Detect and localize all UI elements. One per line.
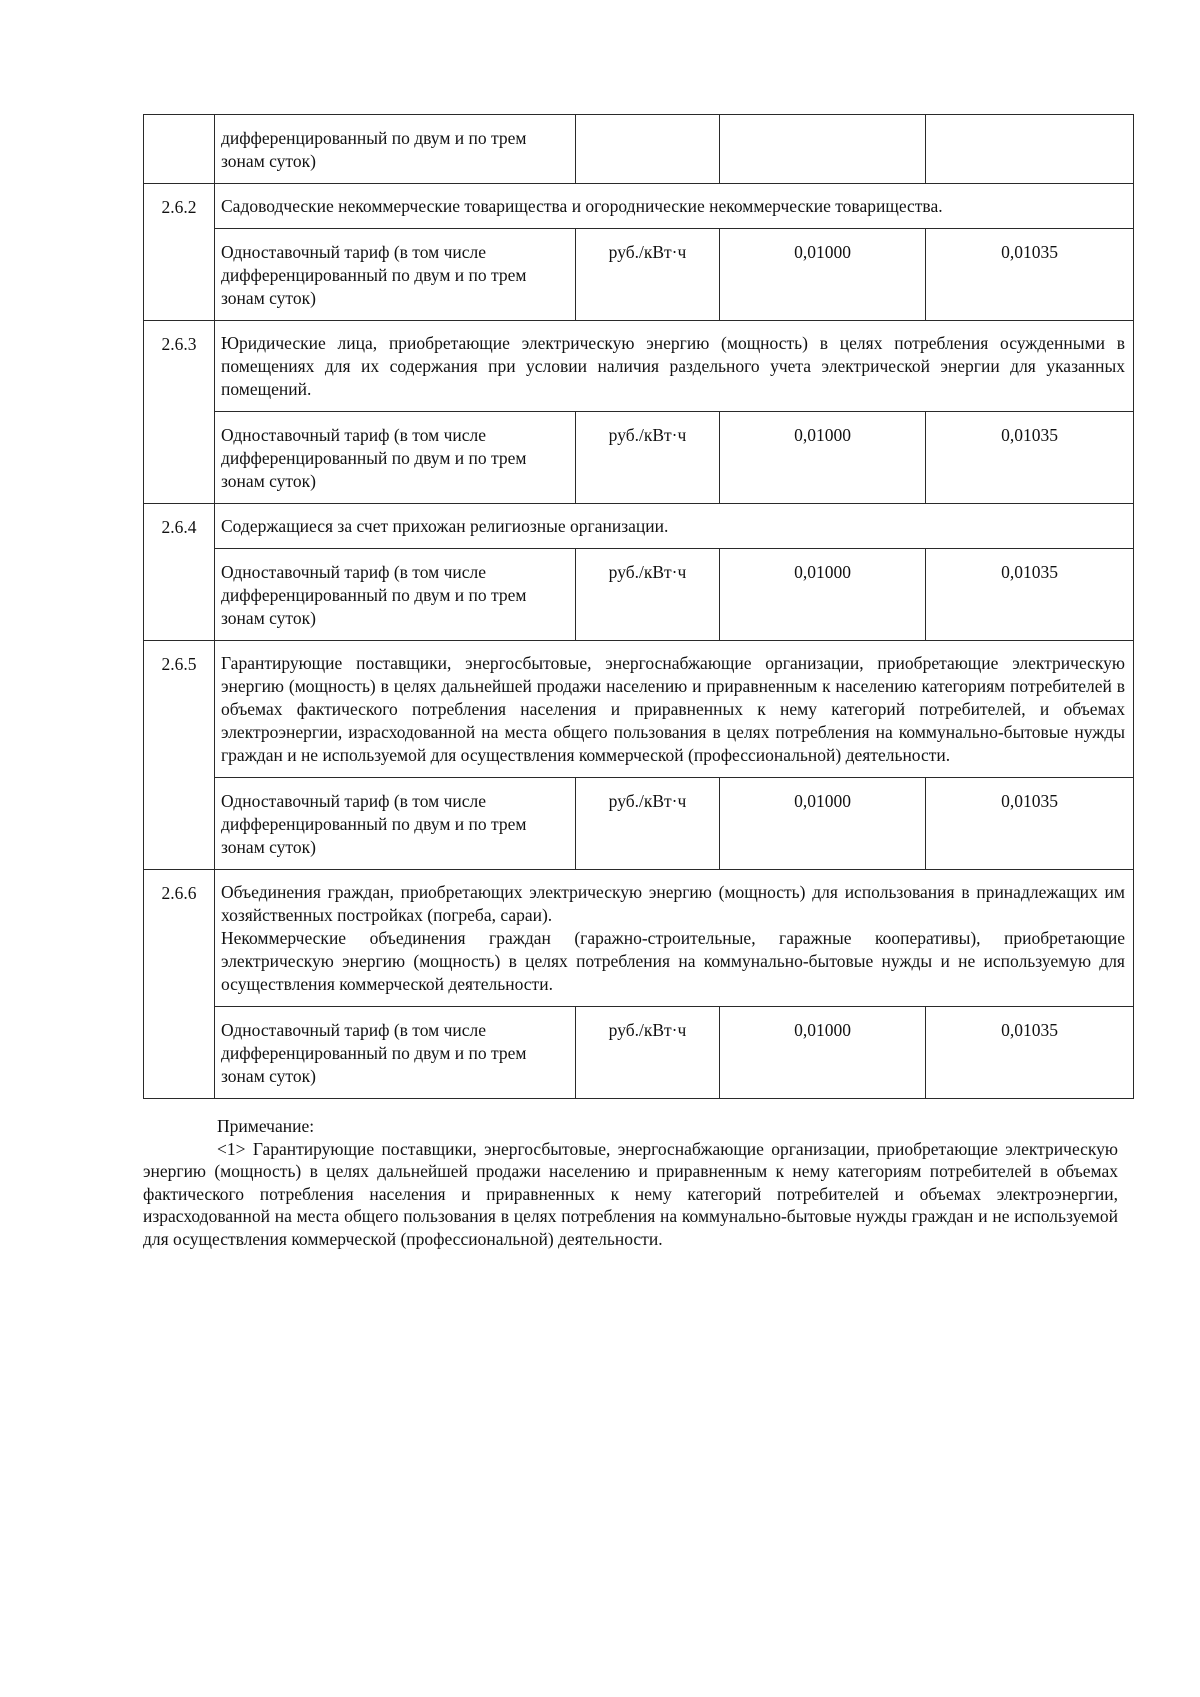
tariff-unit: руб./кВт·ч: [576, 1007, 720, 1099]
tariff-value-2: 0,01035: [926, 412, 1134, 504]
category-paragraph: Содержащиеся за счет прихожан религиозные организации.: [221, 516, 669, 536]
tariff-value-2: 0,01035: [926, 229, 1134, 321]
category-paragraph: Объединения граждан, приобретающих электрическую энергию (мощность) для использования в принадлежащих им хозяйственных постройках (погреба, сараи).: [221, 882, 1125, 925]
category-paragraph: Юридические лица, приобретающие электрическую энергию (мощность) в целях потребления осужденными в помещениях для их содержания при условии наличия раздельного учета электрической энергии для указанных помещений.: [221, 333, 1125, 399]
tariff-unit: руб./кВт·ч: [576, 229, 720, 321]
section-row: [144, 184, 1134, 229]
tariff-unit: руб./кВт·ч: [576, 778, 720, 870]
tariff-row: [144, 229, 1134, 321]
tariff-unit: руб./кВт·ч: [576, 549, 720, 641]
section-number: 2.6.6: [144, 870, 215, 1099]
continuation-value-1-cell: [720, 115, 926, 184]
tariff-unit: руб./кВт·ч: [576, 412, 720, 504]
tariff-name: Одноставочный тариф (в том числе дифференцированный по двум и по трем зонам суток): [215, 1007, 576, 1099]
section-category: [215, 870, 1134, 1007]
tariff-name: Одноставочный тариф (в том числе дифференцированный по двум и по трем зонам суток): [215, 412, 576, 504]
tariff-row: [144, 412, 1134, 504]
tariff-table-body: [144, 115, 1134, 1099]
category-paragraph: Садоводческие некоммерческие товарищества и огороднические некоммерческие товарищества.: [221, 196, 943, 216]
note-text: <1> Гарантирующие поставщики, энергосбытовые, энергоснабжающие организации, приобретающие электрическую энергию (мощность) в целях дальнейшей продажи населению и приравненным к нему категориям потребителей в объемах фактического потребления населения и приравненных к нему категорий потребителей и объемах электроэнергии, израсходованной на места общего пользования в целях потребления на коммунально-бытовые нужды граждан и не используемой для осуществления коммерческой (профессиональной) деятельности.: [143, 1138, 1118, 1249]
tariff-row: [144, 1007, 1134, 1099]
tariff-row: [144, 778, 1134, 870]
continuation-unit-cell: [576, 115, 720, 184]
continuation-tariff-name: дифференцированный по двум и по трем зонам суток): [215, 115, 576, 184]
continuation-row: [144, 115, 1134, 184]
section-row: [144, 321, 1134, 412]
category-paragraph: Гарантирующие поставщики, энергосбытовые, энергоснабжающие организации, приобретающие электрическую энергию (мощность) в целях дальнейшей продажи населению и приравненным к населению категориям потребителей в объемах фактического потребления населения и приравненных к нему категорий потребителей, и объемах электроэнергии, израсходованной на места общего пользования в целях потребления на коммунально-бытовые нужды граждан и не используемой для осуществления коммерческой (профессиональной) деятельности.: [221, 653, 1125, 765]
tariff-name: Одноставочный тариф (в том числе дифференцированный по двум и по трем зонам суток): [215, 778, 576, 870]
continuation-number-cell: [144, 115, 215, 184]
tariff-value-1: 0,01000: [720, 778, 926, 870]
tariff-value-1: 0,01000: [720, 412, 926, 504]
tariff-value-1: 0,01000: [720, 1007, 926, 1099]
category-paragraph: Некоммерческие объединения граждан (гаражно-строительные, гаражные кооперативы), приобретающие электрическую энергию (мощность) в целях потребления на коммунально-бытовые нужды и не используемую для осуществления коммерческой деятельности.: [221, 928, 1125, 994]
continuation-value-2-cell: [926, 115, 1134, 184]
section-number: 2.6.3: [144, 321, 215, 504]
note-block: [143, 1115, 1118, 1250]
section-row: [144, 641, 1134, 778]
section-category: [215, 321, 1134, 412]
tariff-value-2: 0,01035: [926, 1007, 1134, 1099]
section-number: 2.6.2: [144, 184, 215, 321]
section-number: 2.6.5: [144, 641, 215, 870]
tariff-value-1: 0,01000: [720, 549, 926, 641]
tariff-row: [144, 549, 1134, 641]
tariff-value-2: 0,01035: [926, 549, 1134, 641]
section-category: [215, 641, 1134, 778]
section-category: [215, 504, 1134, 549]
tariff-value-2: 0,01035: [926, 778, 1134, 870]
tariff-name: Одноставочный тариф (в том числе дифференцированный по двум и по трем зонам суток): [215, 549, 576, 641]
tariff-value-1: 0,01000: [720, 229, 926, 321]
section-row: [144, 504, 1134, 549]
note-title: Примечание:: [217, 1116, 315, 1136]
section-category: [215, 184, 1134, 229]
tariff-table: [143, 114, 1134, 1099]
section-number: 2.6.4: [144, 504, 215, 641]
tariff-name: Одноставочный тариф (в том числе дифференцированный по двум и по трем зонам суток): [215, 229, 576, 321]
section-row: [144, 870, 1134, 1007]
